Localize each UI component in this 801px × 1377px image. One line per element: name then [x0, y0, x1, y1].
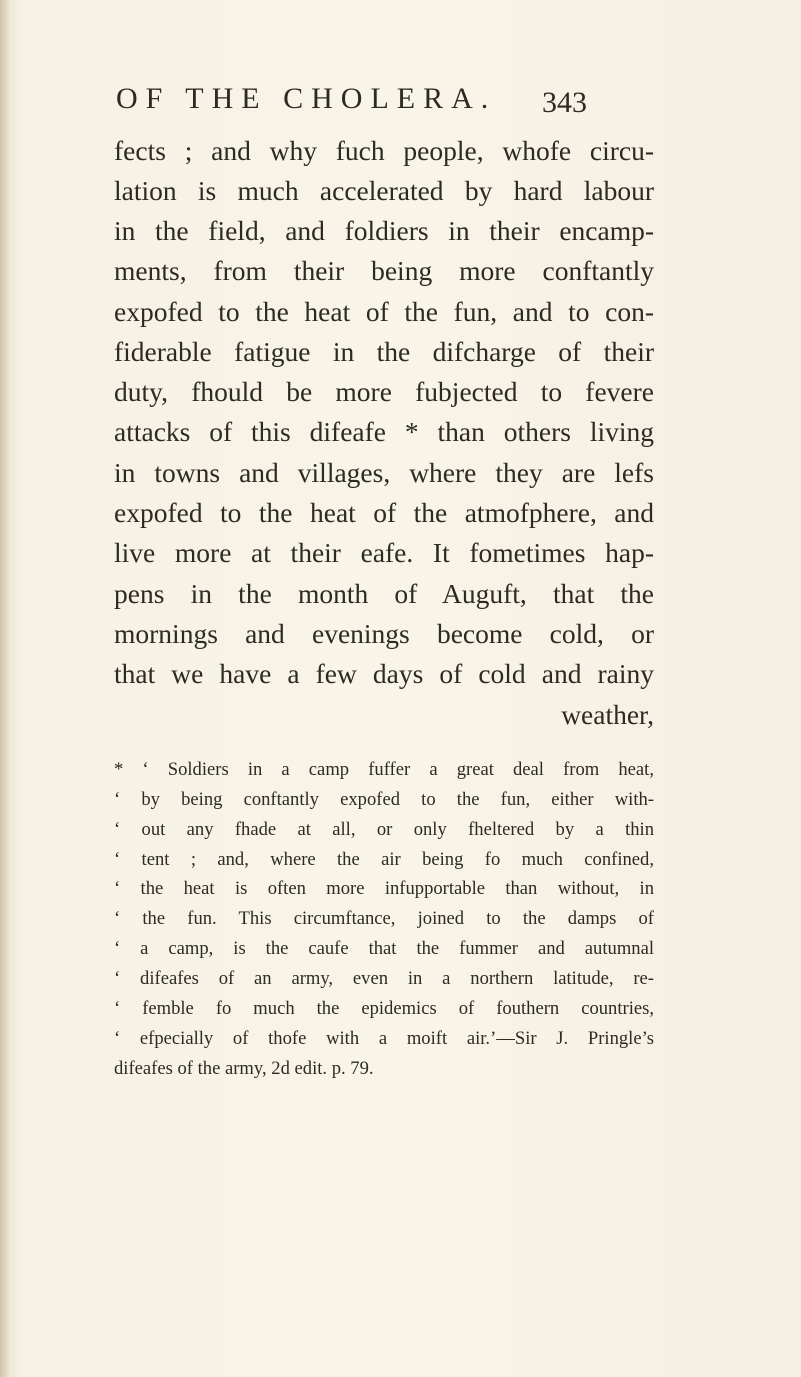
footnote-line: ‘ efpecially of thofe with a moift air.’—Sir J. Pringle’s — [114, 1028, 654, 1049]
body-line: fects ; and why fuch people, whofe circu- — [114, 135, 654, 166]
body-line: fiderable fatigue in the difcharge of their — [114, 336, 654, 367]
page-binding-edge — [0, 0, 10, 1377]
body-line: that we have a few days of cold and rainy — [114, 658, 654, 689]
footnote-line: * ‘ Soldiers in a camp fuffer a great deal from heat, — [114, 759, 654, 780]
body-line: mornings and evenings become cold, or — [114, 618, 654, 649]
page-number: 343 — [542, 86, 587, 119]
body-line: expofed to the heat of the atmofphere, and — [114, 497, 654, 528]
footnote-line: ‘ out any fhade at all, or only fheltered by a thin — [114, 819, 654, 840]
body-line: ments, from their being more conftantly — [114, 255, 654, 286]
footnote-line: difeafes of the army, 2d edit. p. 79. — [114, 1058, 374, 1079]
body-line: duty, fhould be more fubjected to fevere — [114, 376, 654, 407]
footnote-line: ‘ femble fo much the epidemics of fouthern countries, — [114, 998, 654, 1019]
footnote-line: ‘ the fun. This circumftance, joined to the damps of — [114, 908, 654, 929]
body-line: attacks of this difeafe * than others living — [114, 416, 654, 447]
body-line: in towns and villages, where they are lefs — [114, 457, 654, 488]
running-head-title: OF THE CHOLERA. — [116, 82, 497, 115]
footnote-line: ‘ difeafes of an army, even in a northern latitude, re- — [114, 968, 654, 989]
catchword: weather, — [561, 699, 654, 730]
running-head — [110, 82, 670, 122]
footnote-line: ‘ the heat is often more infupportable than without, in — [114, 878, 654, 899]
footnote-line: ‘ tent ; and, where the air being fo much confined, — [114, 849, 654, 870]
body-line: lation is much accelerated by hard labour — [114, 175, 654, 206]
footnote-line: ‘ by being conftantly expofed to the fun, either with- — [114, 789, 654, 810]
body-line: expofed to the heat of the fun, and to con- — [114, 296, 654, 327]
body-line: pens in the month of Auguft, that the — [114, 578, 654, 609]
footnote-line: ‘ a camp, is the caufe that the fummer and autumnal — [114, 938, 654, 959]
body-line: in the field, and foldiers in their encamp- — [114, 215, 654, 246]
body-line: live more at their eafe. It fometimes hap- — [114, 537, 654, 568]
